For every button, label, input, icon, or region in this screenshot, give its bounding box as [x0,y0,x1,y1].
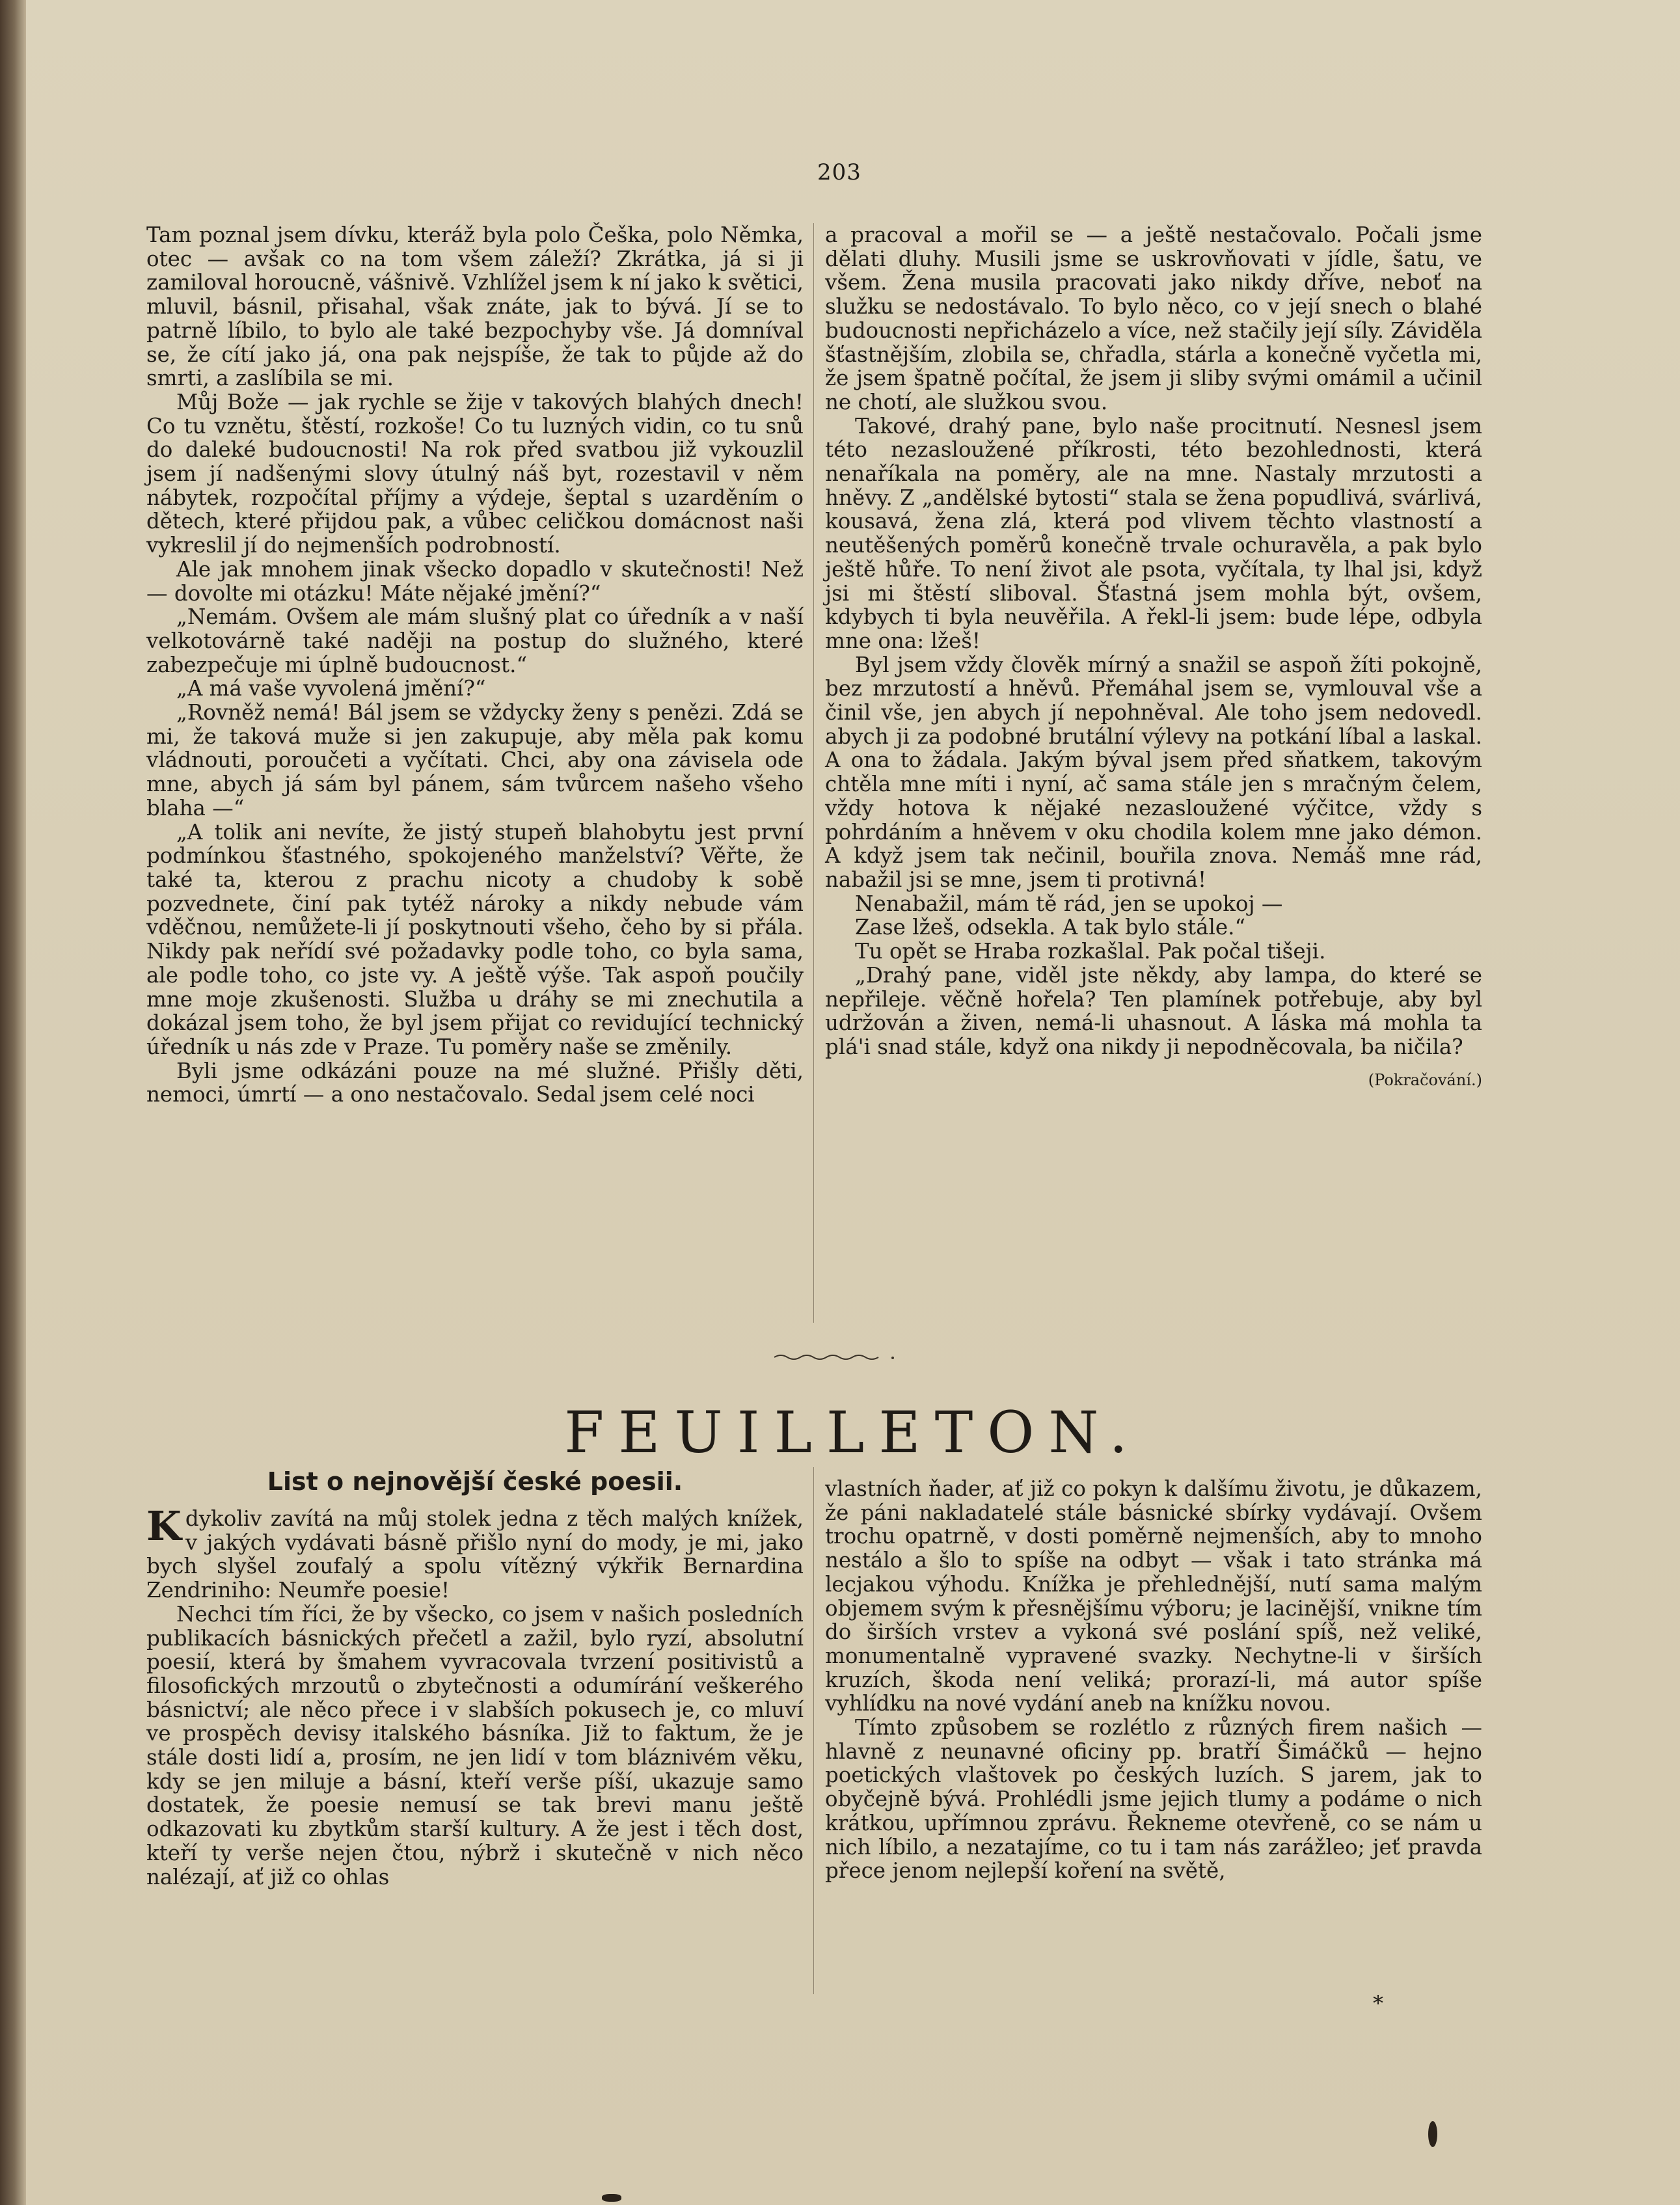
verse-line: Tu opět se Hraba rozkašlal. Pak počal tišeji. [855,939,1326,964]
article-title: List o nejnovější české poesii. [267,1467,683,1496]
scanned-page [26,0,1680,2205]
ink-stain [602,2194,621,2202]
story-paragraph: Byl jsem vždy člověk mírný a snažil se aspoň žíti pokojně, bez mrzutostí a hněvů. Přemáhal jsem se, vymlouval vše a činil vše, jen abych jí nepohněval. Ale toho jsem nedovedl. abych ji za podobné brutální výlevy na potkání líbal a laskal. A ona to žádala. Jakým býval jsem před sňatkem, takovým chtěla mne míti i nyní, ač sama stále jen s mračným čelem, vždy hotova k nějaké nezasloužené výčitce, vždy s pohrdáním a hněvem v oku chodila kolem mne jako démon. A když jsem tak nečinil, bouřila znova. Nemáš mne rád, nabažil jsi se mne, jsem ti protivná! [825,652,1482,892]
story-paragraph: Byli jsme odkázáni pouze na mé služné. Přišly děti, nemoci, úmrtí — a ono nestačovalo. Sedal jsem celé noci [146,1058,804,1107]
feuilleton-heading: FEUILLETON. [564,1399,1142,1466]
story-paragraph: Tam poznal jsem dívku, kteráž byla polo Češka, polo Němka, otec — avšak co na tom všem záleží? Zkrátka, já si ji zamiloval horoucně, vášnivě. Vzhlížel jsem k ní jako k světici, mluvil, básnil, přisahal, však znáte, jak to bývá. Jí se to patrně líbilo, to bylo ale také bezpochyby vše. Já domníval se, že cítí jako já, ona pak nejspíše, že tak to půjde až do smrti, a zaslíbila se mi. [146,223,804,391]
feuilleton-paragraph: Nechci tím říci, že by všecko, co jsem v našich posledních publikacích básnických přečetl a zažil, bylo ryzí, absolutní poesií, která by šmahem vyvracovala tvrzení positivistů a filosofických mrzoutů o zbytečnosti a odumírání veškerého básnictví; ale něco přece i v slabších pokusech je, co mluví ve prospěch devisy italského básníka. Již to faktum, že je stále dosti lidí a, prosím, ne jen lidí v tom bláznivém věku, kdy se jen miluje a básní, kteří verše píší, ukazuje samo dostatek, že poesie nemusí se tak brevi manu ještě odkazovati ku zbytkům starší kultury. A že jest i těch dost, kteří ty verše nejen čtou, nýbrž i skutečně v nich něco nalézají, ať již co ohlas [146,1601,804,1889]
column-rule [813,1467,814,1994]
story-paragraph: a pracoval a mořil se — a ještě nestačovalo. Počali jsme dělati dluhy. Musili jsme se uskrovňovati v jídle, šatu, ve všem. Žena musila pracovati jako nikdy dříve, neboť na služku se nedostávalo. To bylo něco, co v její snech o blahé budoucnosti nepřicházelo a více, než stačily její síly. Záviděla šťastnějším, zlobila se, chřadla, stárla a konečně vyčetla mi, že jsem špatně počítal, že jsem ji sliby svými omámil a učinil ne chotí, ale služkou svou. [825,223,1482,414]
page-number: 203 [817,159,861,185]
story-paragraph: „A tolik ani nevíte, že jistý stupeň blahobytu jest první podmínkou šťastného, spokojeného manželství? Věřte, že také ta, kterou z prachu nicoty a chudoby k sobě pozvednete, činí pak tytéž nároky a nikdy nebude vám vděčnou, nemůžete-li jí poskytnouti všeho, čeho by si přála. Nikdy pak neřídí své požadavky podle toho, co byla sama, ale podle toho, co jste vy. A ještě výše. Tak aspoň poučily mne moje zkušenosti. Služba u dráhy se mi znechutila a dokázal jsem toho, že byl jsem přijat co revidující technický úředník u nás zde v Praze. Tu poměry naše se změnily. [146,819,804,1059]
continuation-note: (Pokračování.) [1368,1070,1482,1089]
story-paragraph: Takové, drahý pane, bylo naše procitnutí. Nesnesl jsem této nezasloužené příkrosti, této bezohlednosti, která nenaříkala na poměry, ale na mne. Nastaly mrzutosti a hněvy. Z „andělské bytosti“ stala se žena popudlivá, svárlivá, kousavá, žena zlá, která pod vlivem těchto vlastností a neutěšených poměrů konečně trvale ochuravěla, a pak bylo ještě hůře. To není život ale psota, vyčítala, ty lhal jsi, když jsi mi štěstí sliboval. Šťastná jsem mohla být, ovšem, kdybych ti byla neuvěřila. A řekl-li jsem: bude lépe, odbyla mne ona: lžeš! [825,413,1482,653]
feuilleton-opening-paragraph [146,1502,804,1603]
section-divider-ornament [774,1352,904,1362]
opening-text: dykoliv zavítá na můj stolek jedna z těch malých knížek, v jakých vydávati básně přišlo nyní do mody, je mi, jako bych slyšel zoufalý a spolu vítězný výkřik Bernardina Zendriniho: Neumře poesie! [146,1506,804,1603]
column-rule [813,223,814,1323]
verse-line: Zase lžeš, odsekla. A tak bylo stále.“ [855,915,1246,940]
story-paragraph: Ale jak mnohem jinak všecko dopadlo v skutečnosti! Než — dovolte mi otázku! Máte nějaké jmění?“ [146,556,804,606]
story-paragraph: „Drahý pane, viděl jste někdy, aby lampa, do které se nepřileje. věčně hořela? Ten plamínek potřebuje, aby byl udržován a živen, nemá-li uhasnout. A láska má mohla ta plá'i snad stále, když ona nikdy ji nepodněcovala, ba ničila? [825,962,1482,1059]
feuilleton-paragraph: vlastních ňader, ať již co pokyn k dalšímu životu, je důkazem, že páni nakladatelé stále básnické sbírky vydávají. Ovšem trochu opatrně, v dosti poměrně nejmenších, aby to mnoho nestálo a šlo to spíše na odbyt — však i tato stránka má lecjakou výhodu. Knížka je přehlednější, nutí sama malým objemem svým k přesnějšímu výboru; je lacinější, vnikne tím do širších vrstev a vykoná své poslání spíš, než veliké, monumentalně vypravené svazky. Nechytne-li v širších kruzích, škoda není veliká; prorazí-li, má autor spíše vyhlídku na nové vydání aneb na knížku novou. [825,1476,1482,1716]
footnote-asterisk: * [1373,1991,1383,2016]
story-paragraph: „A má vaše vyvolená jmění?“ [176,676,486,701]
story-left-column [146,223,804,1107]
ink-stain [1428,2121,1437,2147]
story-paragraph: „Nemám. Ovšem ale mám slušný plat co úředník a v naší velkotovárně také naději na postup do služného, které zabezpečuje mi úplně budoucnost.“ [146,604,804,677]
story-right-column [825,223,1482,1092]
feuilleton-paragraph: Tímto způsobem se rozlétlo z různých firem našich — hlavně z neunavné oficiny pp. bratří Šimáčků — hejno poetických vlaštovek po českých luzích. S jarem, jak to obyčejně bývá. Prohlédli jsme jejich tlumy a podáme o nich krátkou, upřímnou zprávu. Řekneme otevřeně, co se nám u nich líbilo, a nezatajíme, co tu i tam nás zarážleo; jeť pravda přece jenom nejlepší koření na světě, [825,1715,1482,1884]
verse-line: Nenabažil, mám tě rád, jen se upokoj — [855,891,1283,916]
story-paragraph: „Rovněž nemá! Bál jsem se vždycky ženy s penězi. Zdá se mi, že taková muže si jen zakupuje, aby měla pak komu vládnouti, poroučeti a vyčítati. Chci, aby ona závisela ode mne, abych já sám byl pánem, sám tvůrcem našeho všeho blaha —“ [146,700,804,820]
feuilleton-right-column [825,1477,1482,1883]
feuilleton-left-column [146,1502,804,1889]
book-binding-edge [0,0,26,2205]
story-paragraph: Můj Bože — jak rychle se žije v takových blahých dnech! Co tu vznětu, štěstí, rozkoše! Co tu luzných vidin, co tu snů do daleké budoucnosti! Na rok před svatbou již vykouzlil jsem jí nadšenými slovy útulný náš byt, rozestavil v něm nábytek, rozpočítal příjmy a výdeje, šeptal s uzarděním o dětech, které přijdou pak, a vůbec celičkou domácnost naši vykreslil jí do nejmenších podrobností. [146,389,804,558]
drop-cap: K [146,1502,182,1550]
